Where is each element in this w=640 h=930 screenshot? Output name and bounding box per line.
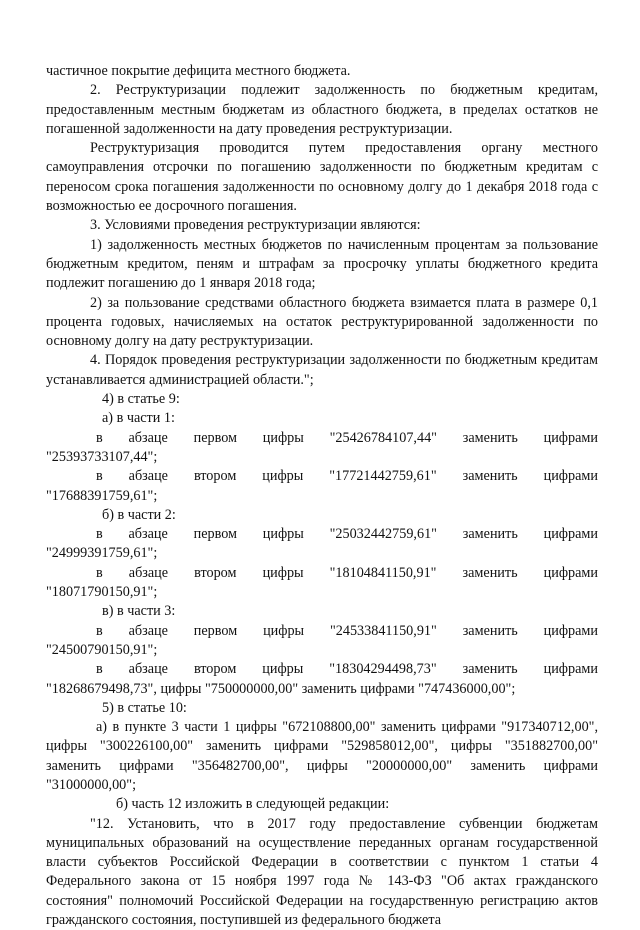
row-word: "18304294498,73": [329, 661, 437, 678]
row-word: абзаце: [128, 661, 168, 678]
row-word: заменить: [462, 468, 518, 485]
paragraph-4: 4. Порядок проведения реструктуризации задолженности по бюджетным кредитам устанавливается администрацией области.";: [46, 352, 598, 388]
row-word: цифры: [262, 564, 304, 581]
paragraph-3: 3. Условиями проведения реструктуризации являются:: [90, 217, 421, 234]
row-word: в: [96, 526, 103, 543]
amendment-row-1: [46, 429, 598, 448]
row-word: первом: [193, 429, 237, 446]
row-word: абзаце: [128, 429, 168, 446]
row-word: заменить: [462, 661, 518, 678]
row-word: заменить: [462, 429, 518, 446]
amendment-row-6-cont: "18268679498,73", цифры "750000000,00" заменить цифрами "747436000,00";: [46, 680, 516, 697]
paragraph-2: 2. Реструктуризации подлежит задолженность по бюджетным кредитам, предоставленным местным бюджетам из областного бюджета, в пределах остатков не погашенной задолженности на дату проведения реструктуризации.: [46, 82, 598, 137]
row-word: "25032442759,61": [329, 526, 437, 543]
item-5: 5) в статье 10:: [102, 699, 187, 716]
amendment-row-4-cont: "18071790150,91";: [46, 584, 158, 601]
row-word: "25426784107,44": [329, 429, 437, 446]
row-word: абзаце: [128, 526, 168, 543]
amendment-row-3: [46, 525, 598, 544]
row-word: цифры: [262, 468, 304, 485]
row-word: заменить: [462, 526, 518, 543]
row-word: в: [96, 468, 103, 485]
subitem-a: а) в части 1:: [102, 410, 175, 427]
amendment-row-2-cont: "17688391759,61";: [46, 487, 158, 504]
part-12-text: "12. Установить, что в 2017 году предоставление субвенции бюджетам муниципальных образований на осуществление переданных органам государственной власти субъектов Российской Федерации в соответствии с пунктом 1 статьи 4 Федерального закона от 15 ноября 1997 года № 143-ФЗ "Об актах гражданского состояния" полномочий Российской Федерации на государственную регистрацию актов гражданского состояния, поступившей из федерального бюджета: [46, 815, 598, 929]
row-word: втором: [194, 564, 237, 581]
row-word: цифры: [263, 622, 305, 639]
item-4: 4) в статье 9:: [102, 391, 180, 408]
row-word: в: [96, 661, 103, 678]
row-word: втором: [193, 661, 237, 678]
row-word: цифрами: [543, 526, 598, 543]
row-word: абзаце: [128, 468, 168, 485]
row-word: в: [96, 429, 103, 446]
row-word: цифрами: [543, 468, 598, 485]
row-word: "24533841150,91": [329, 622, 437, 639]
row-word: "18104841150,91": [329, 564, 437, 581]
row-word: в: [96, 564, 103, 581]
text-line: частичное покрытие дефицита местного бюджета.: [46, 63, 351, 79]
row-word: заменить: [462, 564, 518, 581]
paragraph-restructuring: Реструктуризация проводится путем предоставления органу местного самоуправления отсрочки по погашению задолженности по бюджетным кредитам с переносом срока погашения задолженности по основному долгу до 1 декабря 2018 года с возможностью ее досрочного погашения.: [46, 140, 598, 215]
row-word: "17721442759,61": [329, 468, 437, 485]
row-word: цифрами: [543, 622, 598, 639]
amendment-row-4: [46, 564, 598, 583]
row-word: первом: [193, 622, 238, 639]
row-word: абзаце: [128, 622, 168, 639]
row-word: цифрами: [543, 564, 598, 581]
row-word: заменить: [462, 622, 518, 639]
subitem-v: в) в части 3:: [102, 603, 176, 620]
row-word: цифрами: [543, 429, 598, 446]
document-page: [46, 62, 598, 930]
amendment-row-2: [46, 467, 598, 486]
row-word: первом: [193, 526, 237, 543]
condition-2: 2) за пользование средствами областного бюджета взимается плата в размере 0,1 процента годовых, начисляемых на остаток реструктурированной задолженности по основному долгу на дату реструктуризации.: [46, 294, 598, 350]
amendment-10-a: а) в пункте 3 части 1 цифры "672108800,00" заменить цифрами "917340712,00", цифры "300226100,00" заменить цифрами "529858012,00", цифры "351882700,00" заменить цифрами "356482700,00", цифры "20000000,00" заменить цифрами "31000000,00";: [46, 719, 598, 793]
amendment-row-5: [46, 622, 598, 641]
subitem-b: б) в части 2:: [102, 506, 176, 523]
row-word: цифры: [262, 661, 304, 678]
row-word: цифры: [262, 429, 304, 446]
amendment-row-3-cont: "24999391759,61";: [46, 545, 158, 562]
amendment-row-5-cont: "24500790150,91";: [46, 641, 158, 658]
row-word: в: [96, 622, 103, 639]
row-word: цифрами: [543, 661, 598, 678]
row-word: цифры: [262, 526, 304, 543]
row-word: абзаце: [128, 564, 169, 581]
amendment-row-6: [46, 660, 598, 679]
amendment-10-b: б) часть 12 изложить в следующей редакции:: [116, 796, 390, 813]
condition-1: 1) задолженность местных бюджетов по начисленным процентам за пользование бюджетным кредитом, пеням и штрафам за просрочку уплаты бюджетного кредита подлежит погашению до 1 января 2018 года;: [46, 236, 598, 292]
row-word: втором: [193, 468, 237, 485]
amendment-row-1-cont: "25393733107,44";: [46, 448, 158, 465]
